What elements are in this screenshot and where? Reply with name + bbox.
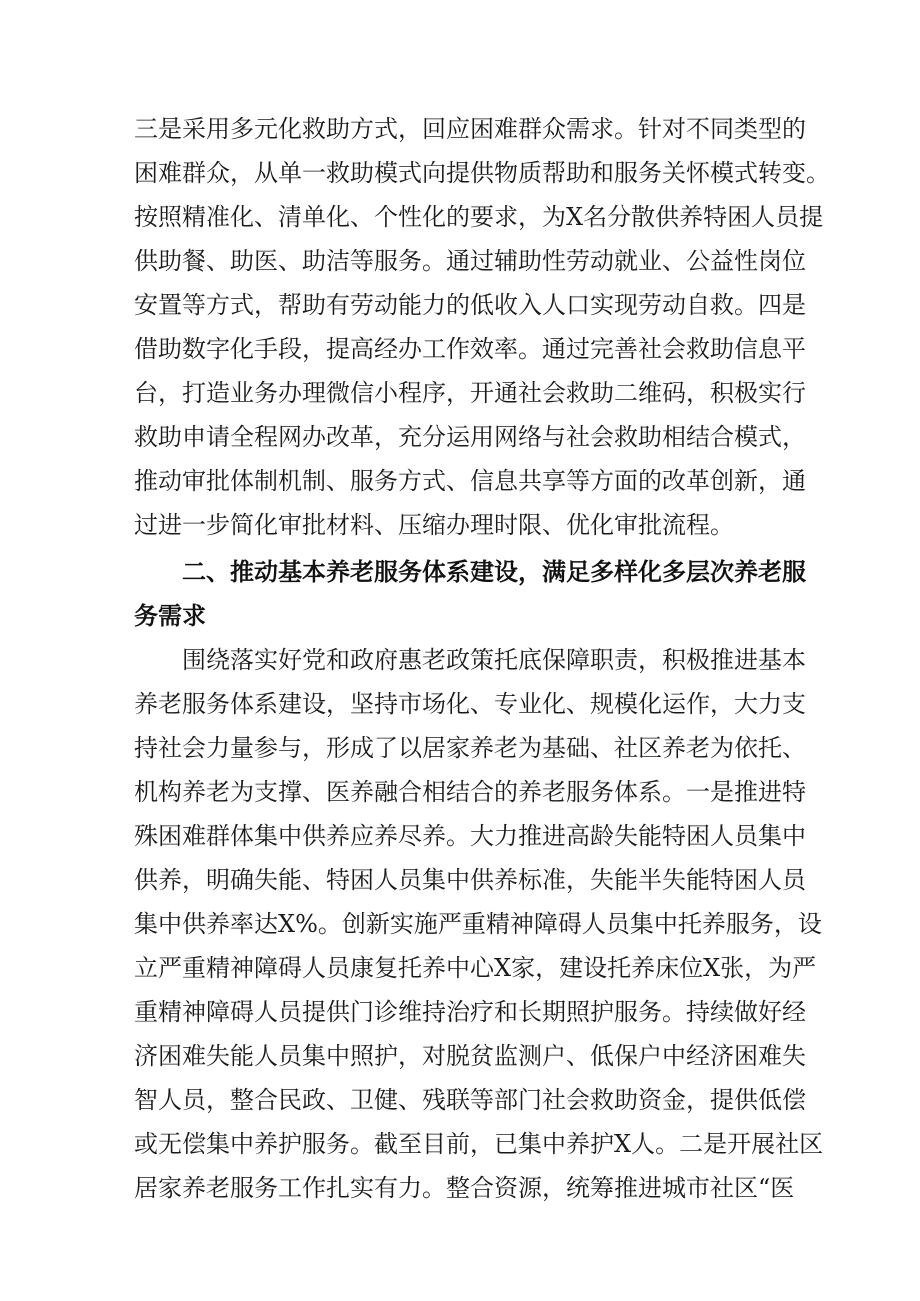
paragraph-line: 围绕落实好党和政府惠老政策托底保障职责，积极推进基本 [182,646,806,674]
paragraph-line: 居家养老服务工作扎实有力。整合资源，统筹推进城市社区“医 [134,1174,795,1202]
paragraph-line: 安置等方式，帮助有劳动能力的低收入人口实现劳动自救。四是 [134,291,806,319]
paragraph-line: 借助数字化手段，提高经办工作效率。通过完善社会救助信息平 [134,335,806,363]
paragraph-line: 养老服务体系建设，坚持市场化、专业化、规模化运作，大力支 [134,690,806,718]
paragraph-line: 集中供养率达X%。创新实施严重精神障碍人员集中托养服务，设 [134,910,822,938]
paragraph-line: 救助申请全程网办改革，充分运用网络与社会救助相结合模式， [134,423,806,451]
paragraph-line: 立严重精神障碍人员康复托养中心X家，建设托养床位X张，为严 [134,954,817,982]
paragraph-line: 困难群众，从单一救助模式向提供物质帮助和服务关怀模式转变。 [134,159,830,187]
paragraph-line: 三是采用多元化救助方式，回应困难群众需求。针对不同类型的 [134,115,806,143]
paragraph-line: 按照精准化、清单化、个性化的要求，为X名分散供养特困人员提 [134,203,824,231]
paragraph-line: 济困难失能人员集中照护，对脱贫监测户、低保户中经济困难失 [134,1042,806,1070]
paragraph-line: 殊困难群体集中供养应养尽养。大力推进高龄失能特困人员集中 [134,822,806,850]
section-heading-line: 二、推动基本养老服务体系建设，满足多样化多层次养老服 [182,558,806,586]
paragraph-line: 推动审批体制机制、服务方式、信息共享等方面的改革创新，通 [134,467,806,495]
paragraph-line: 机构养老为支撑、医养融合相结合的养老服务体系。一是推进特 [134,778,806,806]
paragraph-line: 供养，明确失能、特困人员集中供养标准，失能半失能特困人员 [134,866,806,894]
paragraph-line: 台，打造业务办理微信小程序，开通社会救助二维码，积极实行 [134,379,806,407]
section-heading-line: 务需求 [134,602,206,630]
paragraph-line: 或无偿集中养护服务。截至目前，已集中养护X人。二是开展社区 [134,1130,824,1158]
paragraph-line: 智人员，整合民政、卫健、残联等部门社会救助资金，提供低偿 [134,1086,806,1114]
paragraph-line: 持社会力量参与，形成了以居家养老为基础、社区养老为依托、 [134,734,806,762]
paragraph-line: 重精神障碍人员提供门诊维持治疗和长期照护服务。持续做好经 [134,998,806,1026]
paragraph-line: 供助餐、助医、助洁等服务。通过辅助性劳动就业、公益性岗位 [134,247,806,275]
paragraph-line: 过进一步简化审批材料、压缩办理时限、优化审批流程。 [134,511,734,539]
